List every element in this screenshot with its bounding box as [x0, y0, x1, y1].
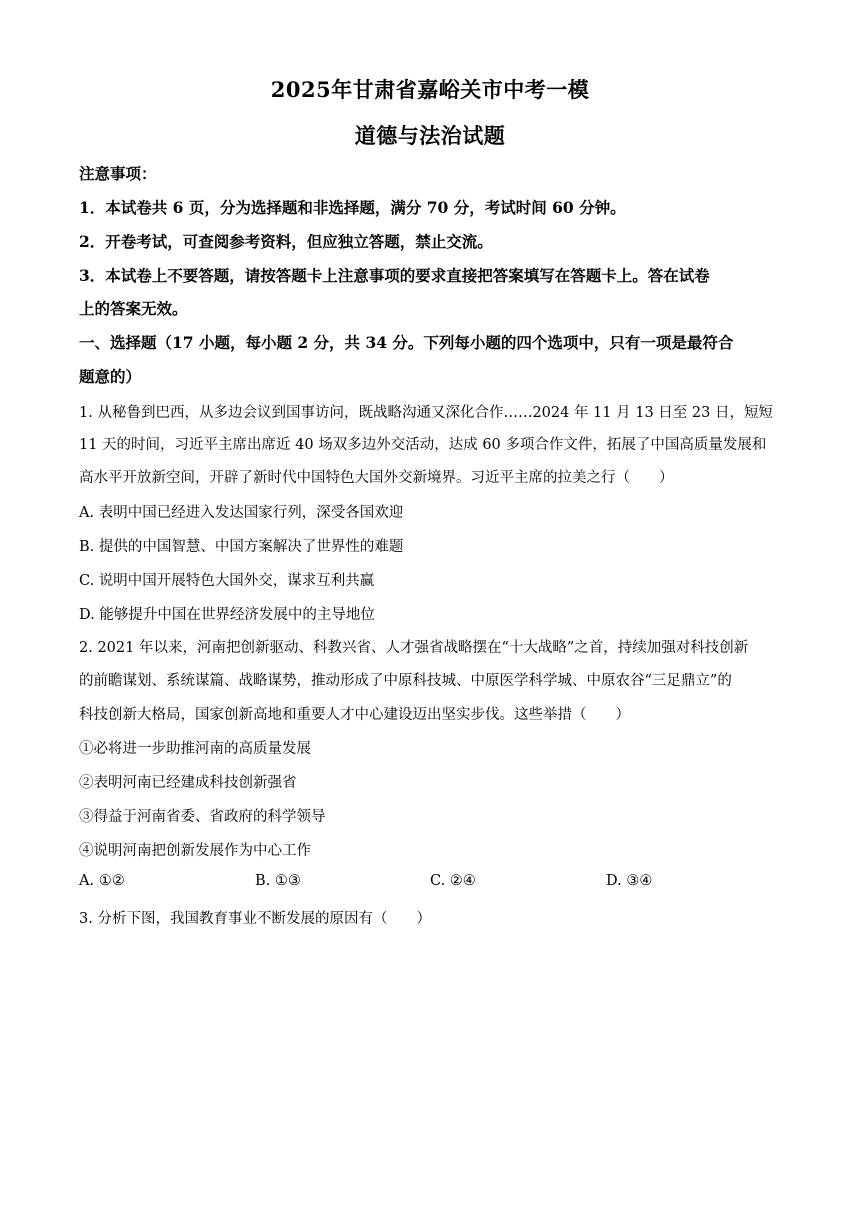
notice-heading: 注意事项： — [79, 164, 157, 183]
q2-option-c: C. ②④ — [430, 873, 476, 889]
exam-title: 2025年甘肃省嘉峪关市中考一模 — [270, 77, 590, 102]
exam-subtitle: 道德与法治试题 — [354, 123, 506, 148]
q2-statement-2: ②表明河南已经建成科技创新强省 — [79, 775, 297, 791]
q1-option-a: A. 表明中国已经进入发达国家行列，深受各国欢迎 — [79, 505, 404, 521]
q1-stem-line-1: 1. 从秘鲁到巴西，从多边会议到国事访问，既战略沟通又深化合作……2024 年 11 月 13 日至 23 日，短短 — [79, 405, 773, 421]
q2-statement-4: ④说明河南把创新发展作为中心工作 — [79, 843, 311, 859]
notice-item-3: 3．本试卷上不要答题，请按答题卡上注意事项的要求直接把答案填写在答题卡上。答在试卷 — [79, 266, 710, 285]
notice-item-3-cont: 上的答案无效。 — [79, 299, 188, 318]
q2-option-a: A. ①② — [79, 873, 125, 889]
q2-statement-1: ①必将进一步助推河南的高质量发展 — [79, 741, 311, 757]
notice-item-1: 1．本试卷共 6 页，分为选择题和非选择题，满分 70 分，考试时间 60 分钟。 — [79, 198, 626, 217]
notice-item-2: 2．开卷考试，可查阅参考资料，但应独立答题，禁止交流。 — [79, 232, 493, 251]
q2-option-d: D. ③④ — [606, 873, 653, 889]
q1-option-d: D. 能够提升中国在世界经济发展中的主导地位 — [79, 607, 375, 623]
section-heading: 一、选择题（17 小题，每小题 2 分，共 34 分。下列每小题的四个选项中，只有一项是最符合 — [79, 333, 734, 352]
q3-stem: 3. 分析下图，我国教育事业不断发展的原因有（ ） — [79, 911, 431, 927]
q2-stem-line-3: 科技创新大格局，国家创新高地和重要人才中心建设迈出坚实步伐。这些举措（ ） — [79, 707, 630, 723]
q1-option-c: C. 说明中国开展特色大国外交，谋求互利共赢 — [79, 573, 375, 589]
q2-option-b: B. ①③ — [255, 873, 301, 889]
q1-option-b: B. 提供的中国智慧、中国方案解决了世界性的难题 — [79, 539, 404, 555]
q1-stem-line-2: 11 天的时间，习近平主席出席近 40 场双多边外交活动，达成 60 多项合作文件，拓展了中国高质量发展和 — [79, 437, 767, 453]
q2-statement-3: ③得益于河南省委、省政府的科学领导 — [79, 809, 326, 825]
q2-stem-line-2: 的前瞻谋划、系统谋篇、战略谋势，推动形成了中原科技城、中原医学科学城、中原农谷“三足鼎立”的 — [79, 673, 732, 689]
q1-stem-line-3: 高水平开放新空间，开辟了新时代中国特色大国外交新境界。习近平主席的拉美之行（ ） — [79, 470, 674, 486]
section-heading-cont: 题意的） — [79, 367, 142, 386]
q2-stem-line-1: 2. 2021 年以来，河南把创新驱动、科教兴省、人才强省战略摆在“十大战略”之首，持续加强对科技创新 — [79, 640, 749, 656]
